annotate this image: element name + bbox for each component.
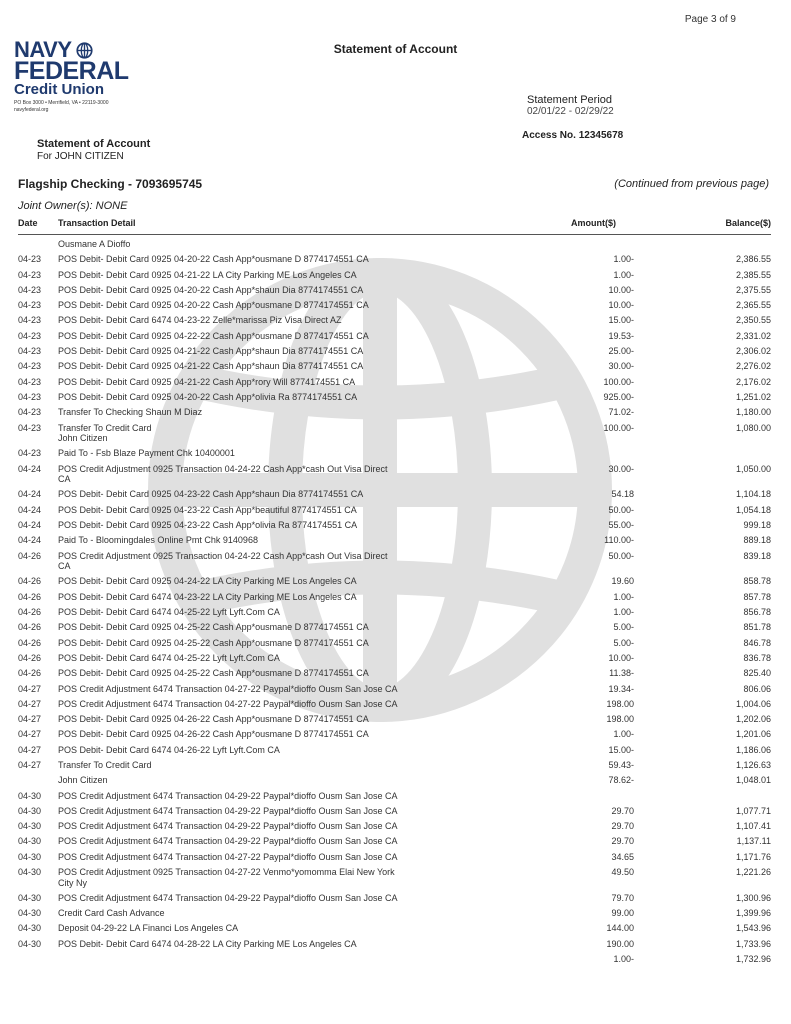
transaction-date: 04-24 [18, 463, 42, 474]
transaction-amount: 110.00- [604, 535, 634, 546]
transaction-date: 04-23 [18, 315, 42, 326]
transaction-date: 04-30 [18, 867, 42, 878]
transaction-detail-line: POS Debit- Debit Card 0925 04-25-22 Cash App*ousmane D 8774174551 CA [58, 622, 369, 633]
transaction-amount: 30.00- [608, 463, 634, 474]
table-row [0, 775, 791, 786]
transaction-balance: 2,276.02 [735, 361, 771, 372]
table-row [0, 893, 791, 904]
transaction-detail-line: POS Debit- Debit Card 0925 04-20-22 Cash App*olivia Ra 8774174551 CA [58, 391, 358, 402]
transaction-detail-line: POS Debit- Debit Card 0925 04-21-22 Cash App*shaun Dia 8774174551 CA [58, 346, 364, 357]
table-row [0, 331, 791, 342]
transaction-detail [58, 270, 450, 281]
transaction-detail [58, 407, 450, 418]
transaction-amount: 49.50 [611, 867, 634, 878]
transaction-balance: 858.78 [743, 576, 771, 587]
transaction-balance [634, 791, 771, 802]
transaction-date: 04-26 [18, 668, 42, 679]
transaction-date: 04-23 [18, 284, 42, 295]
table-row [0, 535, 791, 546]
transaction-balance: 2,350.55 [735, 315, 771, 326]
transaction-detail-line: John Citizen [58, 433, 108, 444]
transaction-balance: 1,733.96 [735, 938, 771, 949]
column-header-amount: Amount($) [571, 218, 616, 228]
transaction-detail [58, 729, 450, 740]
transaction-detail [58, 954, 450, 965]
table-row [0, 377, 791, 388]
transaction-balance: 1,171.76 [735, 851, 771, 862]
transaction-detail [58, 535, 450, 546]
transaction-balance: 1,221.26 [735, 867, 771, 878]
transaction-balance: 999.18 [743, 520, 771, 531]
transaction-detail-line: POS Debit- Debit Card 6474 04-25-22 Lyft Lyft.Com CA [58, 652, 280, 663]
transaction-date [0, 775, 58, 786]
bank-website: navyfederal.org [14, 107, 49, 113]
transaction-balance [634, 239, 771, 250]
transaction-date: 04-30 [18, 908, 42, 919]
transaction-amount: 71.02- [608, 407, 634, 418]
transaction-detail-line: CA [58, 561, 71, 572]
transaction-amount: 25.00- [608, 346, 634, 357]
transaction-detail [58, 551, 450, 572]
transaction-date: 04-27 [18, 714, 42, 725]
table-row [0, 954, 791, 965]
transaction-amount: 5.00- [613, 637, 634, 648]
transaction-date: 04-23 [18, 300, 42, 311]
transaction-detail-line: POS Credit Adjustment 6474 Transaction 04-29-22 Paypal*dioffo Ousm San Jose CA [58, 892, 398, 903]
transaction-detail [58, 607, 450, 618]
transaction-detail [58, 505, 450, 516]
transaction-balance: 851.78 [743, 622, 771, 633]
column-header-balance: Balance($) [725, 218, 771, 228]
account-title: Flagship Checking - 7093695745 [18, 177, 203, 191]
transaction-amount: 15.00- [608, 744, 634, 755]
transaction-detail-line: POS Debit- Debit Card 0925 04-21-22 LA City Parking ME Los Angeles CA [58, 269, 357, 280]
transaction-amount: 100.00- [603, 422, 634, 433]
transaction-amount: 1.00- [613, 607, 634, 618]
transaction-balance: 889.18 [743, 535, 771, 546]
globe-icon [76, 42, 93, 59]
transaction-detail [58, 576, 450, 587]
transaction-detail-line: Credit Card Cash Advance [58, 908, 165, 919]
table-row [0, 745, 791, 756]
transaction-date: 04-23 [18, 376, 42, 387]
logo-wordmark-credit-union: Credit Union [14, 81, 104, 98]
transaction-detail-line: POS Debit- Debit Card 6474 04-25-22 Lyft Lyft.Com CA [58, 607, 280, 618]
transaction-detail [58, 392, 450, 403]
table-row [0, 791, 791, 802]
transaction-date: 04-30 [18, 851, 42, 862]
transaction-balance: 1,186.06 [735, 744, 771, 755]
transaction-balance: 2,176.02 [735, 376, 771, 387]
transaction-balance: 825.40 [743, 668, 771, 679]
transaction-date [0, 954, 58, 965]
transaction-balance: 1,080.00 [735, 422, 771, 433]
table-row [0, 622, 791, 633]
transaction-amount: 1.00- [613, 954, 634, 965]
transaction-date: 04-23 [18, 422, 42, 433]
transaction-detail [58, 638, 450, 649]
transaction-detail-line: POS Credit Adjustment 6474 Transaction 04-27-22 Paypal*dioffo Ousm San Jose CA [58, 683, 398, 694]
transaction-amount: 29.70 [611, 821, 634, 832]
transaction-date: 04-26 [18, 637, 42, 648]
transaction-date: 04-26 [18, 591, 42, 602]
table-row [0, 551, 791, 572]
transaction-date: 04-23 [18, 361, 42, 372]
continued-note: (Continued from previous page) [614, 178, 769, 190]
transaction-balance: 2,375.55 [735, 284, 771, 295]
transaction-amount: 10.00- [608, 300, 634, 311]
transaction-detail [58, 254, 450, 265]
transaction-balance: 2,365.55 [735, 300, 771, 311]
transaction-detail [58, 423, 450, 444]
transaction-date: 04-24 [18, 535, 42, 546]
transaction-date: 04-26 [18, 550, 42, 561]
transaction-balance: 1,251.02 [735, 391, 771, 402]
transaction-date: 04-24 [18, 520, 42, 531]
transaction-detail [58, 821, 450, 832]
table-row [0, 254, 791, 265]
transaction-amount [450, 791, 634, 802]
transaction-balance: 2,306.02 [735, 346, 771, 357]
transaction-balance: 1,543.96 [735, 923, 771, 934]
transaction-amount [450, 448, 634, 459]
account-holder: For JOHN CITIZEN [37, 151, 124, 162]
transaction-detail-line: POS Debit- Debit Card 0925 04-21-22 Cash App*rory Will 8774174551 CA [58, 376, 356, 387]
transaction-balance: 1,050.00 [735, 463, 771, 474]
transaction-detail-line: POS Debit- Debit Card 0925 04-24-22 LA City Parking ME Los Angeles CA [58, 576, 357, 587]
transaction-date: 04-30 [18, 923, 42, 934]
table-row [0, 407, 791, 418]
transaction-amount: 1.00- [613, 729, 634, 740]
transaction-detail [58, 939, 450, 950]
transaction-detail-line: John Citizen [58, 775, 108, 786]
table-row [0, 346, 791, 357]
transaction-detail-line: Paid To - Bloomingdales Online Pmt Chk 9140968 [58, 535, 258, 546]
transaction-amount: 79.70 [611, 892, 634, 903]
table-row [0, 684, 791, 695]
transaction-detail [58, 285, 450, 296]
transaction-detail [58, 699, 450, 710]
transaction-balance: 1,107.41 [735, 821, 771, 832]
table-row [0, 939, 791, 950]
transaction-detail [58, 448, 450, 459]
transaction-detail-line: POS Debit- Debit Card 0925 04-26-22 Cash App*ousmane D 8774174551 CA [58, 729, 369, 740]
transaction-detail [58, 489, 450, 500]
transaction-amount: 19.60 [611, 576, 634, 587]
transaction-detail [58, 622, 450, 633]
transaction-detail-line: POS Debit- Debit Card 6474 04-23-22 Zelle*marissa Piz Visa Direct AZ [58, 315, 342, 326]
transaction-date: 04-27 [18, 744, 42, 755]
transaction-date: 04-30 [18, 892, 42, 903]
transaction-detail [58, 867, 450, 888]
transaction-detail-line: POS Debit- Debit Card 6474 04-28-22 LA City Parking ME Los Angeles CA [58, 938, 357, 949]
transaction-detail-line: POS Credit Adjustment 6474 Transaction 04-29-22 Paypal*dioffo Ousm San Jose CA [58, 821, 398, 832]
transaction-detail-line: POS Debit- Debit Card 0925 04-20-22 Cash App*ousmane D 8774174551 CA [58, 300, 369, 311]
logo-wordmark-federal: FEDERAL [14, 57, 129, 85]
transaction-balance: 846.78 [743, 637, 771, 648]
transaction-date: 04-30 [18, 938, 42, 949]
transaction-detail-line: Ousmane A Dioffo [58, 239, 131, 249]
transaction-detail-line: Transfer To Checking Shaun M Diaz [58, 407, 203, 418]
transaction-amount: 50.00- [608, 550, 634, 561]
table-row [0, 821, 791, 832]
transaction-detail [58, 668, 450, 679]
table-row [0, 714, 791, 725]
transaction-balance: 806.06 [743, 683, 771, 694]
transaction-detail [58, 520, 450, 531]
transaction-balance: 1,126.63 [735, 760, 771, 770]
transaction-detail-line: POS Credit Adjustment 0925 Transaction 04-27-22 Venmo*yomomma Elai New York [58, 867, 395, 878]
transaction-amount: 1.00- [613, 591, 634, 602]
table-row [0, 520, 791, 531]
transaction-amount: 10.00- [608, 284, 634, 295]
transaction-balance: 1,104.18 [735, 489, 771, 500]
transaction-amount: 1.00- [613, 269, 634, 280]
transaction-detail [58, 852, 450, 863]
table-row [0, 239, 791, 250]
table-row [0, 300, 791, 311]
transaction-detail-line: Transfer To Credit Card [58, 760, 152, 770]
transaction-detail-line: POS Debit- Debit Card 0925 04-26-22 Cash App*ousmane D 8774174551 CA [58, 714, 369, 725]
statement-period-label: Statement Period [527, 94, 612, 106]
transaction-amount: 11.38- [609, 668, 634, 679]
transaction-detail [58, 923, 450, 934]
transaction-detail-line: Paid To - Fsb Blaze Payment Chk 10400001 [58, 448, 235, 459]
transaction-date: 04-27 [18, 683, 42, 694]
transaction-detail [58, 836, 450, 847]
statement-period-value: 02/01/22 - 02/29/22 [527, 106, 614, 117]
header-divider [18, 234, 771, 235]
table-row [0, 576, 791, 587]
transaction-amount: 34.65 [611, 851, 634, 862]
table-row [0, 361, 791, 372]
transaction-amount: 144.00 [606, 923, 634, 934]
transaction-amount: 198.00 [606, 698, 634, 709]
transaction-balance: 1,399.96 [735, 908, 771, 919]
transaction-detail-line: POS Credit Adjustment 6474 Transaction 04-27-22 Paypal*dioffo Ousm San Jose CA [58, 851, 398, 862]
transaction-date: 04-26 [18, 607, 42, 618]
transaction-detail-line: POS Credit Adjustment 6474 Transaction 04-29-22 Paypal*dioffo Ousm San Jose CA [58, 836, 398, 847]
transaction-detail-line: City Ny [58, 877, 87, 888]
transaction-amount: 19.34- [608, 683, 634, 694]
transaction-amount: 198.00 [606, 714, 634, 725]
table-row [0, 592, 791, 603]
transaction-detail [58, 893, 450, 904]
transaction-date: 04-30 [18, 821, 42, 832]
transaction-detail-line: POS Debit- Debit Card 0925 04-23-22 Cash App*olivia Ra 8774174551 CA [58, 520, 358, 531]
transaction-amount: 15.00- [608, 315, 634, 326]
transaction-date: 04-23 [18, 330, 42, 341]
transaction-detail [58, 592, 450, 603]
transaction-detail [58, 331, 450, 342]
transaction-amount: 55.00- [608, 520, 634, 531]
transaction-detail [58, 714, 450, 725]
transaction-detail [58, 760, 450, 771]
table-row [0, 729, 791, 740]
transaction-balance: 839.18 [743, 550, 771, 561]
transaction-balance: 1,004.06 [735, 698, 771, 709]
table-row [0, 464, 791, 485]
table-row [0, 448, 791, 459]
transaction-detail [58, 745, 450, 756]
transaction-date: 04-27 [18, 760, 42, 770]
transaction-balance: 1,077.71 [735, 805, 771, 816]
transaction-detail-line: POS Debit- Debit Card 6474 04-26-22 Lyft Lyft.Com CA [58, 744, 280, 755]
transaction-detail-line: POS Debit- Debit Card 0925 04-21-22 Cash App*shaun Dia 8774174551 CA [58, 361, 364, 372]
bank-address: PO Box 3000 • Merrifield, VA • 22119-3000 [14, 100, 109, 106]
transaction-date [0, 239, 58, 250]
transaction-balance: 1,054.18 [735, 504, 771, 515]
page-number: Page 3 of 9 [684, 14, 736, 25]
transaction-detail-line: Deposit 04-29-22 LA Financi Los Angeles CA [58, 923, 239, 934]
transaction-balance: 1,137.11 [736, 836, 771, 847]
transaction-amount: 59.43- [608, 760, 634, 770]
transaction-detail-line: POS Credit Adjustment 6474 Transaction 04-29-22 Paypal*dioffo Ousm San Jose CA [58, 805, 398, 816]
transaction-balance: 2,386.55 [735, 254, 771, 265]
table-row [0, 285, 791, 296]
transaction-detail-line: POS Debit- Debit Card 6474 04-23-22 LA City Parking ME Los Angeles CA [58, 591, 357, 602]
transaction-detail [58, 377, 450, 388]
transaction-date: 04-23 [18, 269, 42, 280]
transaction-amount: 30.00- [608, 361, 634, 372]
transaction-detail-line: CA [58, 474, 71, 485]
table-row [0, 315, 791, 326]
transaction-detail-line: POS Credit Adjustment 6474 Transaction 04-27-22 Paypal*dioffo Ousm San Jose CA [58, 698, 398, 709]
column-header-date: Date [18, 218, 38, 228]
transaction-date: 04-30 [18, 836, 42, 847]
transaction-date: 04-24 [18, 504, 42, 515]
transaction-amount: 50.00- [608, 504, 634, 515]
transaction-balance: 836.78 [743, 652, 771, 663]
transaction-detail [58, 346, 450, 357]
transaction-date: 04-27 [18, 729, 42, 740]
transaction-date: 04-30 [18, 790, 42, 801]
transaction-detail-line: POS Debit- Debit Card 0925 04-20-22 Cash App*shaun Dia 8774174551 CA [58, 284, 364, 295]
table-row [0, 505, 791, 516]
transaction-amount: 29.70 [611, 805, 634, 816]
transaction-balance: 857.78 [743, 591, 771, 602]
transaction-date: 04-23 [18, 448, 42, 459]
joint-owners: Joint Owner(s): NONE [18, 200, 128, 212]
transaction-balance: 2,385.55 [735, 269, 771, 280]
transaction-balance: 1,300.96 [735, 892, 771, 903]
transaction-detail [58, 653, 450, 664]
transaction-detail [58, 300, 450, 311]
table-row [0, 923, 791, 934]
transaction-detail-line: POS Credit Adjustment 6474 Transaction 04-29-22 Paypal*dioffo Ousm San Jose CA [58, 790, 398, 801]
transaction-detail-line: Transfer To Credit Card [58, 422, 152, 433]
transaction-balance: 1,201.06 [735, 729, 771, 740]
transaction-detail [58, 908, 450, 919]
transaction-amount: 100.00- [603, 376, 634, 387]
transaction-detail [58, 361, 450, 372]
transaction-date: 04-26 [18, 576, 42, 587]
table-row [0, 908, 791, 919]
transaction-amount: 19.53- [608, 330, 634, 341]
transaction-date: 04-23 [18, 346, 42, 357]
transaction-detail [58, 464, 450, 485]
table-row [0, 423, 791, 444]
transaction-balance: 1,202.06 [735, 714, 771, 725]
logo-wordmark-top: NAVY [14, 40, 124, 60]
transaction-detail [58, 791, 450, 802]
transaction-detail-line: POS Debit- Debit Card 0925 04-23-22 Cash App*beautiful 8774174551 CA [58, 504, 357, 515]
table-row [0, 638, 791, 649]
transaction-detail-line: POS Debit- Debit Card 0925 04-25-22 Cash App*ousmane D 8774174551 CA [58, 637, 369, 648]
transaction-detail-line: POS Debit- Debit Card 0925 04-20-22 Cash App*ousmane D 8774174551 CA [58, 254, 369, 265]
transaction-amount: 190.00 [606, 938, 634, 949]
table-row [0, 653, 791, 664]
statement-of-account-label: Statement of Account [37, 138, 151, 150]
column-header-detail: Transaction Detail [58, 218, 136, 228]
transaction-balance [634, 448, 771, 459]
transaction-date: 04-26 [18, 622, 42, 633]
navy-federal-logo [14, 37, 129, 114]
transaction-balance: 1,732.96 [735, 954, 771, 965]
transaction-detail [58, 684, 450, 695]
transaction-date: 04-23 [18, 391, 42, 402]
transaction-date: 04-30 [18, 805, 42, 816]
table-row [0, 836, 791, 847]
table-row [0, 852, 791, 863]
table-row [0, 392, 791, 403]
transaction-amount: 5.00- [613, 622, 634, 633]
transaction-detail [58, 806, 450, 817]
transaction-date: 04-26 [18, 652, 42, 663]
transaction-detail-line: POS Credit Adjustment 0925 Transaction 04-24-22 Cash App*cash Out Visa Direct [58, 463, 388, 474]
table-row [0, 489, 791, 500]
transaction-amount: 1.00- [613, 254, 634, 265]
table-row [0, 760, 791, 771]
table-row [0, 867, 791, 888]
table-row [0, 607, 791, 618]
transaction-amount: 99.00 [611, 908, 634, 919]
document-title: Statement of Account [333, 42, 458, 56]
transaction-date: 04-27 [18, 698, 42, 709]
transaction-amount: 10.00- [608, 652, 634, 663]
transaction-balance: 1,180.00 [735, 407, 771, 418]
transaction-detail-line: POS Credit Adjustment 0925 Transaction 04-24-22 Cash App*cash Out Visa Direct [58, 550, 388, 561]
transaction-balance: 2,331.02 [735, 330, 771, 341]
transaction-amount: 925.00- [603, 391, 634, 402]
transaction-detail [58, 315, 450, 326]
transaction-date: 04-23 [18, 407, 42, 418]
transaction-balance: 1,048.01 [735, 775, 771, 786]
transaction-amount [450, 239, 634, 250]
transactions-table [0, 239, 791, 969]
table-row [0, 806, 791, 817]
transaction-detail [58, 239, 450, 250]
transaction-date: 04-23 [18, 254, 42, 265]
transaction-amount: 78.62- [608, 775, 634, 786]
transaction-detail-line: POS Debit- Debit Card 0925 04-22-22 Cash App*ousmane D 8774174551 CA [58, 330, 369, 341]
transaction-amount: 54.18 [611, 489, 634, 500]
transaction-detail-line: POS Debit- Debit Card 0925 04-23-22 Cash App*shaun Dia 8774174551 CA [58, 489, 364, 500]
transaction-detail [58, 775, 450, 786]
transaction-balance: 856.78 [743, 607, 771, 618]
table-row [0, 699, 791, 710]
table-row [0, 270, 791, 281]
transaction-amount: 29.70 [611, 836, 634, 847]
table-row [0, 668, 791, 679]
access-number: Access No. 12345678 [522, 130, 624, 141]
transaction-date: 04-24 [18, 489, 42, 500]
transaction-detail-line: POS Debit- Debit Card 0925 04-25-22 Cash App*ousmane D 8774174551 CA [58, 668, 369, 679]
